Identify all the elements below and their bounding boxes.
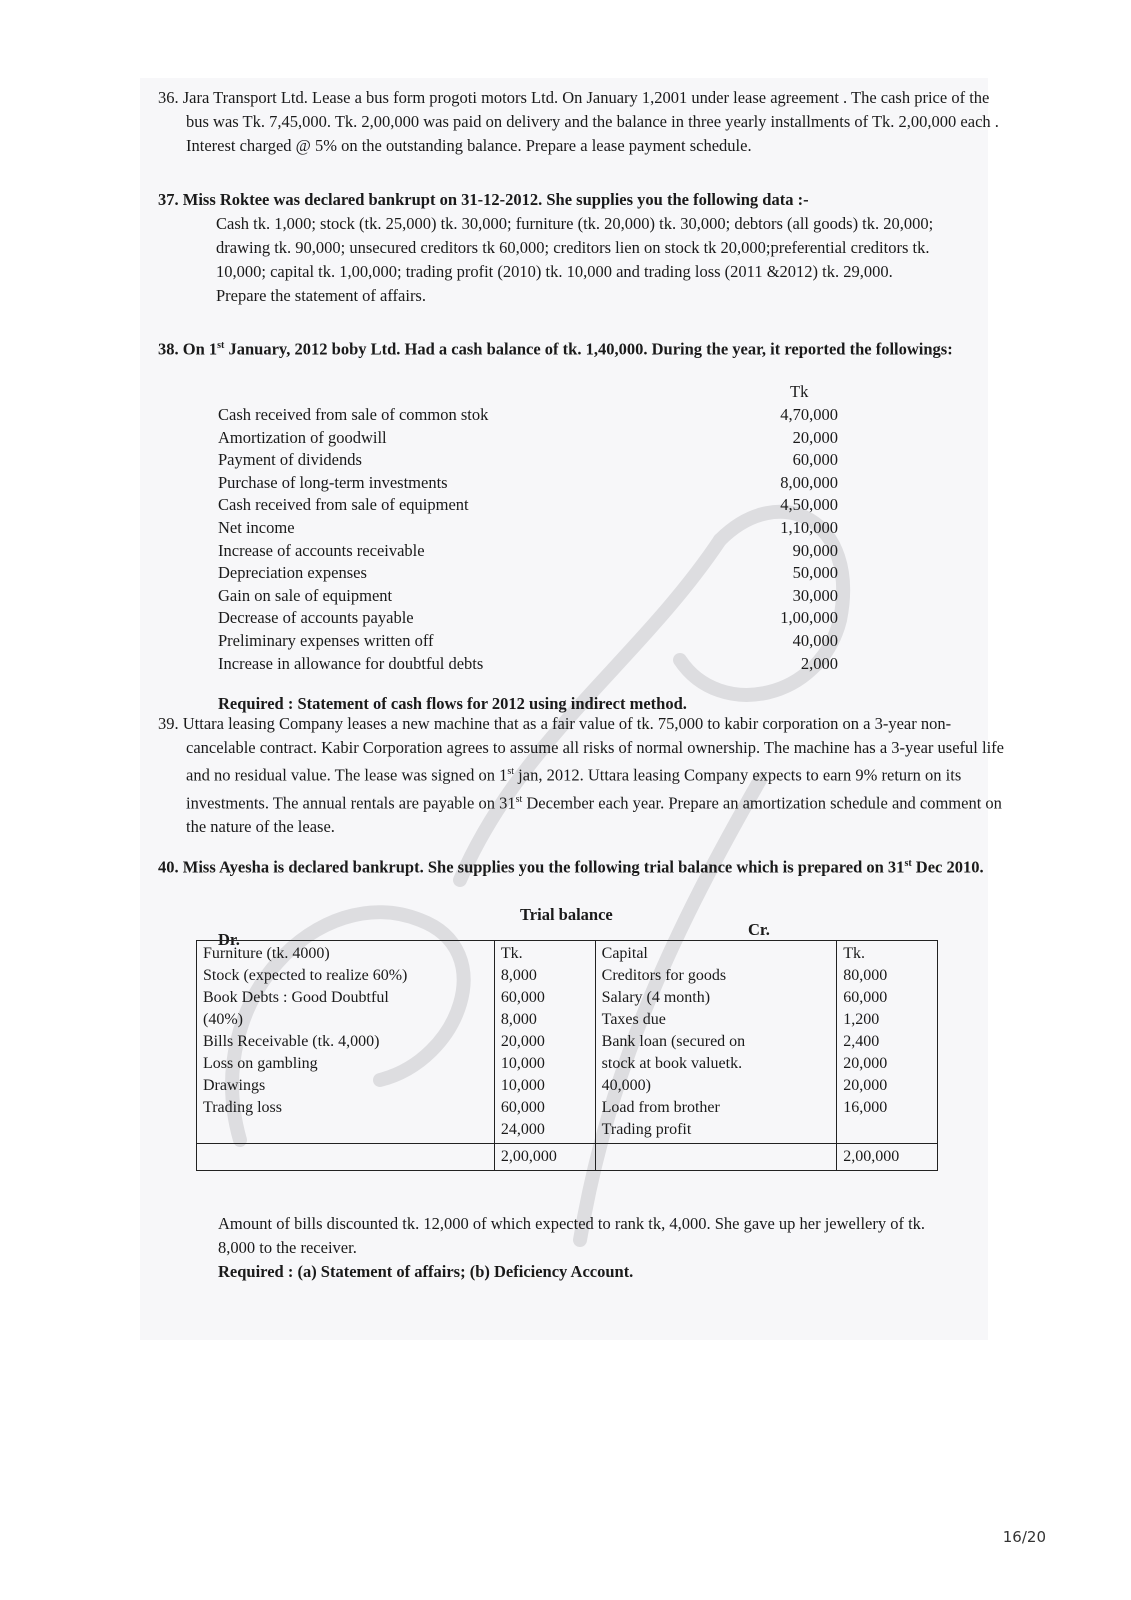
- question-40-notes: [218, 1212, 958, 1284]
- question-heading: Miss Roktee was declared bankrupt on 31-12-2012. She supplies you the following data :-: [182, 190, 809, 209]
- amount-unit-label: Tk: [790, 382, 809, 401]
- question-text: Jara Transport Ltd. Lease a bus form progoti motors Ltd. On January 1,2001 under lease agreement . The cash price of the bus was Tk. 7,45,000. Tk. 2,00,000 was paid on delivery and the balance in three yearly installments of Tk. 2,00,000 each . Interest charged @ 5% on the outstanding balance. Prepare a lease payment schedule.: [182, 88, 999, 155]
- question-number: 40.: [158, 857, 179, 877]
- list-item: Increase in allowance for doubtful debts 2,000: [218, 653, 838, 673]
- list-item: Purchase of long-term investments 8,00,000: [218, 472, 838, 492]
- trial-balance-table: [196, 940, 938, 1171]
- list-item: Cash received from sale of equipment 4,50,000: [218, 495, 838, 515]
- question-number: 37.: [158, 190, 179, 209]
- debit-total: 2,00,000: [494, 1144, 595, 1171]
- credit-label: Cr.: [748, 920, 770, 939]
- credit-items-cell: Capital Creditors for goods Salary (4 month) Taxes due Bank loan (secured on stock at book valuetk. 40,000) Load from brother Trading profit: [595, 941, 837, 1144]
- list-item: Net income 1,10,000: [218, 517, 838, 537]
- list-item: Amortization of goodwill 20,000: [218, 427, 838, 447]
- list-item: Gain on sale of equipment 30,000: [218, 585, 838, 605]
- credit-total: 2,00,000: [837, 1144, 938, 1171]
- question-number: 39.: [158, 714, 179, 733]
- list-item: Preliminary expenses written off 40,000: [218, 630, 838, 650]
- question-37: [158, 188, 978, 308]
- question-number: 38.: [158, 339, 179, 359]
- question-40-required: Required : (a) Statement of affairs; (b) Deficiency Account.: [218, 1262, 634, 1281]
- list-item: Payment of dividends 60,000: [218, 450, 838, 470]
- question-body: Cash tk. 1,000; stock (tk. 25,000) tk. 30,000; furniture (tk. 20,000) tk. 30,000; debtors (all goods) tk. 20,000; drawing tk. 90,000; unsecured creditors tk 60,000; creditors lien on stock tk 20,000;preferential creditors tk. 10,000; capital tk. 1,00,000; trading profit (2010) tk. 10,000 and trading loss (2011 &2012) tk. 29,000.: [216, 214, 934, 281]
- list-item: Increase of accounts receivable 90,000: [218, 540, 838, 560]
- question-39: 39. Uttara leasing Company leases a new machine that as a fair value of tk. 75,000 to kabir corporation on a 3-year non-cancelable contract. Kabir Corporation agrees to assume all risks of normal ownership. The machine has a 3-year useful life and no residual value. The lease was signed on 1st jan, 2012. Uttara leasing Company expects to earn 9% return on its investments. The annual rentals are payable on 31st December each year. Prepare an amortization schedule and comment on the nature of the lease.: [158, 714, 1004, 836]
- credit-amounts-cell: Tk. 80,000 60,000 1,200 2,400 20,000 20,000 16,000: [837, 941, 938, 1144]
- trial-balance-title: Trial balance: [520, 905, 613, 924]
- list-item: Cash received from sale of common stok 4,70,000: [218, 405, 838, 424]
- debit-amounts-cell: Tk. 8,000 60,000 8,000 20,000 10,000 10,000 60,000 24,000: [494, 941, 595, 1144]
- cash-flow-items: [218, 404, 838, 675]
- question-38: 38. On 1st January, 2012 boby Ltd. Had a cash balance of tk. 1,40,000. During the year, it reported the followings:: [158, 339, 953, 359]
- question-task: Prepare the statement of affairs.: [216, 286, 426, 305]
- question-38-required: Required : Statement of cash flows for 2012 using indirect method.: [218, 694, 687, 713]
- list-item: Depreciation expenses 50,000: [218, 563, 838, 583]
- table-total-row: [197, 1144, 938, 1171]
- table-row: [197, 941, 938, 1144]
- question-40: 40. Miss Ayesha is declared bankrupt. She supplies you the following trial balance which is prepared on 31st Dec 2010.: [158, 857, 984, 877]
- question-number: 36.: [158, 88, 179, 107]
- question-36: [158, 86, 1006, 158]
- debit-items-cell: Furniture (tk. 4000) Stock (expected to realize 60%) Book Debts : Good Doubtful (40%) Bills Receivable (tk. 4,000) Loss on gambling Drawings Trading loss: [197, 941, 495, 1144]
- list-item: Decrease of accounts payable 1,00,000: [218, 608, 838, 628]
- page-number: 16/20: [1002, 1528, 1046, 1546]
- debit-label: Dr.: [218, 930, 240, 949]
- question-40-note: Amount of bills discounted tk. 12,000 of which expected to rank tk, 4,000. She gave up her jewellery of tk. 8,000 to the receiver.: [218, 1214, 926, 1257]
